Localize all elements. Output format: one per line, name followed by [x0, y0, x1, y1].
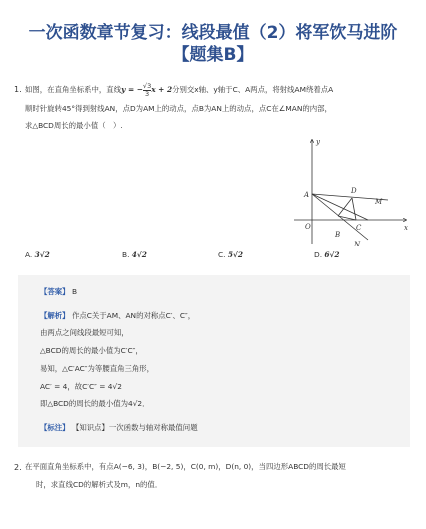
analysis-line-6: 即△BCD的周长的最小值为4√2． [40, 399, 150, 408]
q1-eq-rest: x + 2 [151, 85, 173, 94]
option-b-value: 4√2 [131, 250, 147, 259]
label-d: D [351, 187, 357, 195]
note-text: 【知识点】一次函数与轴对称最值问题 [71, 423, 198, 432]
label-m: M [375, 198, 383, 206]
analysis-line-4: 易知，△C′AC″为等腰直角三角形， [40, 364, 155, 373]
segment-dc [352, 198, 356, 220]
option-c-letter: C. [218, 250, 226, 259]
label-y: y [316, 138, 320, 146]
label-n: N [354, 241, 361, 246]
title-line-2: 【题集B】 [172, 45, 254, 65]
option-a-letter: A. [25, 250, 33, 259]
option-c-value: 5√2 [227, 250, 244, 259]
question-1-line-2: 顺时针旋转45°得到射线AN，点D为AM上的动点，点B为AN上的动点，点C在∠MAN的内部， [25, 104, 332, 113]
option-b-letter: B. [122, 250, 130, 259]
option-d-letter: D. [314, 250, 323, 259]
label-x: x [404, 224, 408, 232]
analysis-line-5: AC′ = 4，故C′C″ = 4√2 [40, 382, 122, 391]
question-1-line-1 [25, 82, 420, 98]
option-b[interactable] [122, 250, 147, 259]
answer-row [40, 286, 77, 297]
answer-tag: 【答案】 [40, 287, 70, 296]
question-1-line-3: 求△BCD周长的最小值（ ）. [25, 121, 123, 130]
question-2-line-1: 在平面直角坐标系中，有点A(−6, 3)，B(−2, 5)，C(0, m)，D(n, 0)，当四边形ABCD的周长最短 [25, 462, 346, 471]
q1-fraction [143, 83, 151, 98]
option-a-value: 3√2 [34, 250, 50, 259]
q1-frac-num: √3 [142, 81, 152, 90]
analysis-line-3: △BCD的周长的最小值为C′C″， [40, 346, 143, 355]
q1-text-b: 分别交x轴、y轴于C、A两点，将射线AM绕着点A [172, 85, 334, 94]
analysis-line-1: 作点C关于AM、AN的对称点C′、C″， [71, 311, 196, 320]
analysis-line-2: 由两点之间线段最短可知， [40, 328, 129, 337]
question-2-line-2: 时，求直线CD的解析式及m，n的值． [36, 480, 163, 489]
note-tag: 【标注】 [40, 423, 70, 432]
analysis-row-1 [40, 310, 195, 321]
question-2-number: 2. [14, 463, 22, 472]
option-d-value: 6√2 [324, 250, 340, 259]
label-o: O [305, 223, 311, 231]
title-line-1: 一次函数章节复习：线段最值（2）将军饮马进阶 [28, 23, 398, 43]
q1-eq-y: y = − [121, 85, 143, 94]
option-c[interactable] [218, 250, 243, 259]
label-a: A [304, 191, 310, 199]
analysis-tag: 【解析】 [40, 311, 70, 320]
answer-panel [18, 275, 410, 447]
answer-value: B [71, 287, 78, 296]
q1-frac-den: 3 [144, 89, 150, 98]
label-c: C [356, 224, 362, 232]
option-a[interactable] [25, 250, 50, 259]
question-1-number: 1. [14, 85, 22, 94]
option-d[interactable] [314, 250, 340, 259]
label-b: B [335, 231, 341, 239]
geometry-figure [288, 134, 413, 246]
q1-text-a: 如图，在直角坐标系中，直线 [25, 85, 122, 94]
note-row [40, 422, 198, 433]
